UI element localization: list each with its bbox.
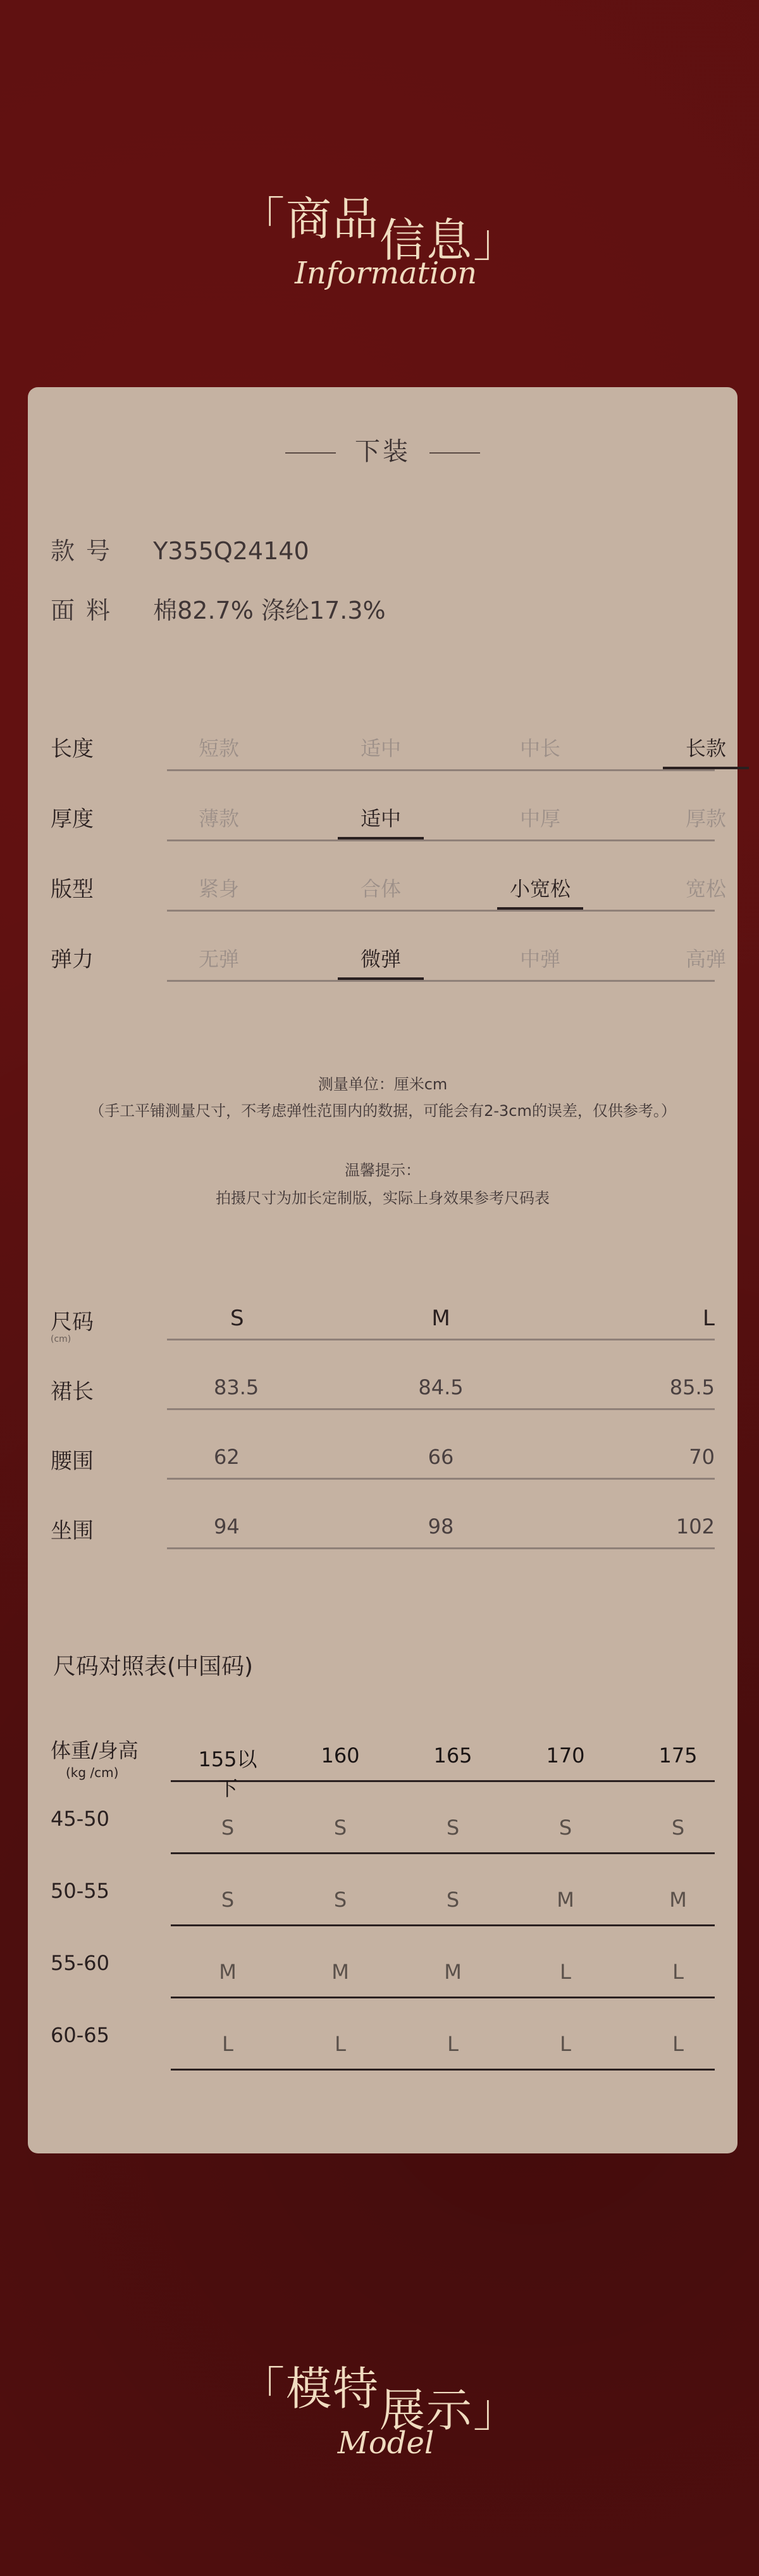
attribute-option: 宽松 xyxy=(685,877,726,901)
size-cell: 84.5 xyxy=(418,1375,464,1399)
size-chart-cell: S xyxy=(446,1816,460,1840)
corner-label-text: 体重/身高 xyxy=(51,1738,139,1762)
size-chart-row xyxy=(51,2018,715,2069)
height-header-cell: 165 xyxy=(433,1743,472,1768)
attribute-option: 高弹 xyxy=(685,947,726,971)
size-chart-cell: L xyxy=(560,2032,571,2056)
attribute-option-selected: 适中 xyxy=(336,803,425,832)
attribute-option-selected: 长款 xyxy=(662,733,750,762)
attribute-label: 版型 xyxy=(51,877,94,902)
attribute-row xyxy=(51,731,726,769)
size-cell: 66 xyxy=(428,1445,454,1469)
attribute-label: 长度 xyxy=(51,736,94,762)
unit-note: 测量单位：厘米cm xyxy=(318,1075,448,1093)
size-chart-cell: L xyxy=(672,1960,684,1984)
weight-label: 50-55 xyxy=(51,1879,109,1903)
attribute-option: 短款 xyxy=(198,736,239,760)
size-row-label: 裙长 xyxy=(51,1379,94,1404)
info-row-fabric xyxy=(51,591,386,626)
size-chart-cell: L xyxy=(672,2032,684,2056)
attribute-row xyxy=(51,872,726,910)
attribute-options xyxy=(167,802,726,841)
size-table-row xyxy=(51,1440,715,1478)
model-heading-en: Model xyxy=(337,2425,435,2461)
size-row-cells xyxy=(167,1509,715,1549)
size-chart-cell: S xyxy=(333,1816,347,1840)
size-chart-cell: L xyxy=(335,2032,346,2056)
height-header-cell: 155以下 xyxy=(198,1747,257,1800)
attribute-row xyxy=(51,802,726,839)
title-line-left xyxy=(285,452,336,454)
size-header-cell: M xyxy=(431,1306,450,1331)
attribute-option-selected: 小宽松 xyxy=(496,873,584,902)
size-chart-row xyxy=(51,1874,715,1924)
info-heading xyxy=(0,192,759,291)
heading-word-1: 模特 xyxy=(285,2362,379,2415)
attribute-option: 适中 xyxy=(360,736,401,760)
height-header-cell: 170 xyxy=(546,1743,585,1768)
size-header-unit: (cm) xyxy=(51,1334,71,1344)
title-line-right xyxy=(429,452,480,454)
info-heading-cn xyxy=(238,192,521,267)
heading-word-2: 信息 xyxy=(379,214,474,267)
size-chart-cell: L xyxy=(447,2032,459,2056)
size-cell: 70 xyxy=(689,1445,715,1469)
attribute-option: 无弹 xyxy=(198,947,239,971)
info-key: 面料 xyxy=(51,597,122,624)
size-cell: 102 xyxy=(676,1514,715,1539)
model-heading xyxy=(0,2362,759,2461)
attribute-label: 厚度 xyxy=(51,807,94,832)
size-cell: 83.5 xyxy=(214,1375,259,1399)
size-chart-cell: S xyxy=(671,1816,685,1840)
info-value: 棉82.7% 涤纶17.3% xyxy=(153,597,386,624)
attribute-label: 弹力 xyxy=(51,947,94,972)
attribute-option: 中长 xyxy=(519,736,560,760)
close-bracket: 」 xyxy=(473,214,521,267)
size-chart-cell: M xyxy=(219,1960,237,1984)
attribute-options xyxy=(167,872,726,912)
tip-body: 拍摄尺寸为加长定制版，实际上身效果参考尺码表 xyxy=(216,1189,550,1207)
attribute-option: 厚款 xyxy=(685,807,726,831)
size-chart-row xyxy=(51,1946,715,1997)
size-row-label: 坐围 xyxy=(51,1518,94,1544)
size-cell: 94 xyxy=(214,1514,240,1539)
size-chart-cell: S xyxy=(221,1816,235,1840)
size-row-cells xyxy=(167,1370,715,1410)
size-chart-cell: M xyxy=(669,1888,687,1912)
heading-word-2: 展示 xyxy=(379,2384,474,2437)
weight-label: 55-60 xyxy=(51,1951,109,1975)
size-chart-cell: L xyxy=(222,2032,233,2056)
info-heading-en: Information xyxy=(294,256,478,291)
size-chart-cells xyxy=(171,1802,715,1854)
attribute-row xyxy=(51,942,726,980)
size-header-cell: L xyxy=(703,1306,715,1331)
attribute-option: 合体 xyxy=(360,877,401,901)
size-chart-header-cells xyxy=(171,1730,715,1800)
size-row-label: 腰围 xyxy=(51,1449,94,1474)
attribute-options xyxy=(167,942,726,982)
close-bracket: 」 xyxy=(473,2384,521,2437)
size-chart-row xyxy=(51,1802,715,1852)
size-chart-cell: M xyxy=(557,1888,574,1912)
attribute-options xyxy=(167,731,726,771)
size-chart-corner xyxy=(51,1735,139,1780)
size-chart-cell: L xyxy=(560,1960,571,1984)
size-chart-title: 尺码对照表(中国码) xyxy=(53,1654,254,1680)
height-header-cell: 175 xyxy=(658,1743,698,1768)
disclaimer-note: （手工平铺测量尺寸，不考虑弹性范围内的数据，可能会有2-3cm的误差，仅供参考。） xyxy=(89,1102,676,1120)
heading-word-1: 商品 xyxy=(285,192,379,245)
attribute-option: 中厚 xyxy=(519,807,560,831)
weight-label: 45-50 xyxy=(51,1807,109,1831)
size-chart-cells xyxy=(171,1874,715,1926)
open-bracket: 「 xyxy=(238,192,286,245)
weight-label: 60-65 xyxy=(51,2023,109,2047)
open-bracket: 「 xyxy=(238,2362,286,2415)
info-row-style-no xyxy=(51,531,309,566)
attribute-option-selected: 微弹 xyxy=(336,943,425,972)
size-chart-cells xyxy=(171,1946,715,1998)
size-chart-header xyxy=(51,1730,715,1800)
size-chart-cell: M xyxy=(331,1960,349,1984)
product-info-card xyxy=(28,387,737,2153)
size-cell: 98 xyxy=(428,1514,454,1539)
size-chart-cell: M xyxy=(444,1960,462,1984)
info-key: 款号 xyxy=(51,537,122,565)
size-table-row xyxy=(51,1509,715,1547)
size-chart-cells xyxy=(171,2018,715,2071)
size-chart-cell: S xyxy=(446,1888,460,1912)
size-cell: 85.5 xyxy=(669,1375,715,1399)
attribute-option: 薄款 xyxy=(198,807,239,831)
size-header-cells xyxy=(167,1301,715,1341)
size-chart-cell: S xyxy=(558,1816,572,1840)
attribute-option: 紧身 xyxy=(198,877,239,901)
size-chart-cell: S xyxy=(333,1888,347,1912)
height-header-cell: 160 xyxy=(321,1743,360,1768)
tip-title: 温馨提示： xyxy=(345,1161,421,1179)
attribute-option: 中弹 xyxy=(519,947,560,971)
corner-label-unit: (kg /cm) xyxy=(66,1765,119,1780)
size-header-cell: S xyxy=(230,1306,244,1331)
size-row-cells xyxy=(167,1440,715,1480)
section-title xyxy=(28,431,737,468)
size-cell: 62 xyxy=(214,1445,240,1469)
size-table-row xyxy=(51,1370,715,1408)
section-title-text: 下装 xyxy=(355,437,410,466)
model-heading-cn xyxy=(238,2362,521,2437)
size-chart-cell: S xyxy=(221,1888,235,1912)
size-table-header xyxy=(51,1301,715,1344)
info-value: Y355Q24140 xyxy=(153,537,309,565)
size-header-text: 尺码 xyxy=(51,1310,94,1335)
size-header-label xyxy=(51,1304,94,1344)
